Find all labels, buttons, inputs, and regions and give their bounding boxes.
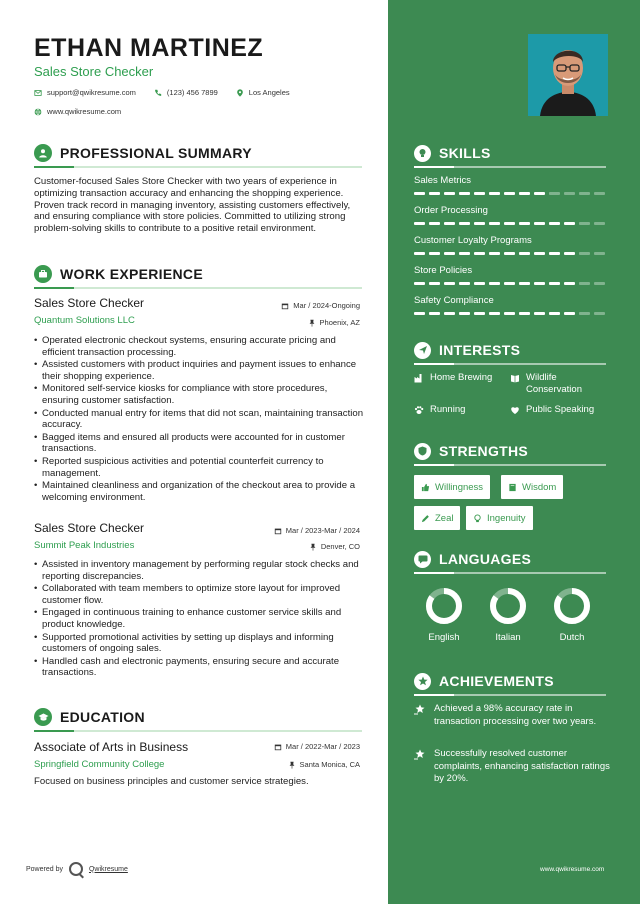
skill-dot [444, 312, 455, 315]
summary-heading [34, 142, 362, 164]
list-item: • Assisted in inventory management by performing regular stock checks and reporting discrepancies. [34, 559, 364, 582]
language-name: Dutch [559, 632, 585, 643]
experience-divider [34, 287, 362, 289]
skill-dot [519, 312, 530, 315]
skill-dot [519, 192, 530, 195]
job-1-location-text: Phoenix, AZ [319, 318, 360, 327]
job-1-location [308, 318, 360, 327]
education-date-text: Mar / 2022-Mar / 2023 [285, 742, 360, 751]
skill-item [414, 205, 608, 225]
language-name: English [428, 632, 460, 643]
skill-dot [594, 222, 605, 225]
globe-icon [34, 108, 42, 116]
skill-dot [474, 192, 485, 195]
skill-dot [444, 222, 455, 225]
skill-dot [444, 252, 455, 255]
phone-icon [154, 89, 162, 97]
skill-dot [489, 312, 500, 315]
interest-label: Home Brewing [430, 372, 493, 383]
profile-photo [528, 34, 608, 116]
skill-level-bar [414, 252, 608, 255]
achievements-divider [414, 694, 606, 696]
language-ring [488, 586, 528, 626]
person-icon [34, 144, 52, 162]
list-item: • Handled cash and electronic payments, ensuring secure and accurate transactions. [34, 656, 364, 679]
skill-dot [549, 282, 560, 285]
email-text: support@qwikresume.com [47, 88, 136, 97]
skill-item [414, 235, 608, 255]
location-pin-icon [236, 89, 244, 97]
shield-icon [414, 443, 431, 460]
heart-icon [510, 405, 520, 415]
education-divider [34, 730, 362, 732]
skill-dot [519, 282, 530, 285]
skill-item [414, 265, 608, 285]
skill-dot [564, 192, 575, 195]
email-icon [34, 89, 42, 97]
skill-dot [519, 222, 530, 225]
languages-heading-label: LANGUAGES [439, 551, 532, 567]
job-1-bullets [34, 335, 364, 504]
trophy-star-icon [414, 749, 426, 760]
qwikresume-logo-icon [69, 862, 83, 876]
skill-level-bar [414, 312, 608, 315]
factory-icon [414, 373, 424, 383]
skills-heading-label: SKILLS [439, 145, 491, 161]
contact-email[interactable] [34, 88, 136, 97]
achievements-heading-label: ACHIEVEMENTS [439, 673, 554, 689]
skill-dot [414, 312, 425, 315]
powered-by-label: Powered by [26, 865, 63, 873]
skill-dot [474, 252, 485, 255]
job-2-date-text: Mar / 2023-Mar / 2024 [285, 526, 360, 535]
list-item: • Conducted manual entry for items that did not scan, maintaining transaction accuracy. [34, 408, 364, 431]
skill-dot [459, 252, 470, 255]
skills-divider [414, 166, 606, 168]
skill-dot [429, 312, 440, 315]
skill-dot [534, 252, 545, 255]
job-2-title: Sales Store Checker [34, 521, 145, 535]
lightbulb-icon [473, 514, 482, 523]
school-name: Springfield Community College [34, 759, 165, 770]
job-2-company: Summit Peak Industries [34, 540, 135, 551]
achievement-item [414, 703, 610, 728]
skill-dot [489, 282, 500, 285]
skill-dot [414, 252, 425, 255]
skill-dot [549, 252, 560, 255]
skill-dot [489, 192, 500, 195]
skill-dot [519, 252, 530, 255]
contact-location [236, 88, 290, 97]
skill-dot [444, 282, 455, 285]
education-location [288, 760, 360, 769]
experience-heading [34, 263, 362, 285]
skill-dot [534, 312, 545, 315]
interest-home-brewing [414, 372, 492, 384]
strength-label: Wisdom [522, 481, 557, 493]
interests-heading [414, 339, 608, 361]
skill-dot [459, 192, 470, 195]
strength-chip [414, 475, 490, 499]
pencil-icon [421, 514, 430, 523]
skill-dot [564, 312, 575, 315]
skill-item [414, 295, 608, 315]
summary-heading-label: PROFESSIONAL SUMMARY [60, 145, 252, 161]
skill-dot [429, 192, 440, 195]
language-item [542, 586, 602, 643]
job-1-title: Sales Store Checker [34, 296, 145, 310]
website-row [34, 107, 133, 116]
star-icon [414, 673, 431, 690]
paw-icon [414, 405, 424, 415]
book-icon [508, 483, 517, 492]
skill-dot [474, 222, 485, 225]
skill-dot [579, 252, 590, 255]
skill-dot [594, 312, 605, 315]
skill-name: Customer Loyalty Programs [414, 235, 532, 246]
job-2-location [309, 542, 360, 551]
pushpin-icon [309, 543, 317, 551]
skill-name: Safety Compliance [414, 295, 494, 306]
language-ring [552, 586, 592, 626]
list-item: • Monitored self-service kiosks for compliance with store procedures, ensuring customer satisfaction. [34, 383, 364, 406]
book-icon [510, 373, 520, 383]
candidate-title: Sales Store Checker [34, 64, 154, 79]
interest-running [414, 404, 465, 416]
interest-wildlife [510, 372, 600, 396]
thumbs-up-icon [421, 483, 430, 492]
list-item: • Reported suspicious activities and potential counterfeit currency to management. [34, 456, 364, 479]
degree-title: Associate of Arts in Business [34, 740, 189, 754]
experience-heading-label: WORK EXPERIENCE [60, 266, 203, 282]
skill-level-bar [414, 192, 608, 195]
job-2-location-text: Denver, CO [320, 542, 360, 551]
interests-divider [414, 363, 606, 365]
skill-dot [474, 312, 485, 315]
sidebar [388, 0, 640, 904]
skill-item [414, 175, 608, 195]
summary-text: Customer-focused Sales Store Checker with two years of experience in optimizing transaction accuracy and enhancing the shopping experience. Proven track record in managing inventory, assisting customers effectively, and ensuring compliance with store policies. Committed to utilizing strong problem-solving skills to contribute to a positive retail environment. [34, 176, 351, 235]
strength-chip [414, 506, 460, 530]
briefcase-icon [34, 265, 52, 283]
education-date [274, 742, 360, 751]
education-heading [34, 706, 362, 728]
lightbulb-icon [414, 145, 431, 162]
job-1-date [281, 301, 360, 310]
skill-dot [594, 282, 605, 285]
candidate-name: ETHAN MARTINEZ [34, 34, 264, 62]
job-2-date [274, 526, 360, 535]
skill-dot [474, 282, 485, 285]
chat-icon [414, 551, 431, 568]
brand-name[interactable]: Qwikresume [88, 865, 128, 873]
education-location-text: Santa Monica, CA [299, 760, 360, 769]
strengths-divider [414, 464, 606, 466]
list-item: • Engaged in continuous training to enhance customer service skills and product knowledge. [34, 607, 364, 630]
powered-by [26, 862, 128, 876]
skill-dot [564, 282, 575, 285]
skill-dot [594, 192, 605, 195]
skill-dot [534, 192, 545, 195]
strength-label: Willingness [435, 481, 484, 493]
skills-heading [414, 142, 608, 164]
language-item [478, 586, 538, 643]
list-item: • Supported promotional activities by setting up displays and informing customers of ongoing sales. [34, 632, 364, 655]
list-item: • Collaborated with team members to optimize store layout for improved customer flow. [34, 583, 364, 606]
skill-dot [534, 282, 545, 285]
calendar-icon [281, 302, 289, 310]
graduation-cap-icon [34, 708, 52, 726]
interest-public-speaking [510, 404, 594, 416]
language-item [414, 586, 474, 643]
skill-dot [429, 282, 440, 285]
skill-dot [504, 282, 515, 285]
skill-dot [414, 192, 425, 195]
strength-label: Ingenuity [487, 512, 526, 524]
skill-dot [549, 192, 560, 195]
list-item: • Maintained cleanliness and organization of the checkout area to provide a welcoming environment. [34, 480, 364, 503]
skill-dot [579, 312, 590, 315]
skill-dot [549, 312, 560, 315]
achievement-text: Achieved a 98% accuracy rate in transaction processing over two years. [434, 703, 597, 727]
strength-label: Zeal [435, 512, 454, 524]
skill-dot [489, 222, 500, 225]
footer-site[interactable]: www.qwikresume.com [540, 866, 605, 873]
skill-dot [564, 252, 575, 255]
education-heading-label: EDUCATION [60, 709, 145, 725]
languages-divider [414, 572, 606, 574]
skill-dot [594, 252, 605, 255]
trophy-star-icon [414, 704, 426, 715]
paper-plane-icon [414, 342, 431, 359]
skill-dot [414, 282, 425, 285]
skill-dot [459, 282, 470, 285]
achievements-heading [414, 670, 608, 692]
skill-dot [414, 222, 425, 225]
interest-label: Wildlife Conservation [526, 372, 582, 395]
skill-dot [429, 222, 440, 225]
skill-level-bar [414, 282, 608, 285]
skill-dot [579, 222, 590, 225]
strengths-heading-label: STRENGTHS [439, 443, 529, 459]
strength-chip [501, 475, 563, 499]
skill-dot [564, 222, 575, 225]
skill-dot [504, 252, 515, 255]
skill-dot [549, 222, 560, 225]
website-text: www.qwikresume.com [47, 107, 122, 116]
contact-website[interactable] [34, 107, 121, 116]
location-text: Los Angeles [248, 88, 290, 97]
skill-dot [579, 192, 590, 195]
language-ring [424, 586, 464, 626]
calendar-icon [274, 743, 282, 751]
skill-name: Sales Metrics [414, 175, 472, 186]
skill-dot [504, 192, 515, 195]
achievement-text: Successfully resolved customer complaints, enhancing satisfaction ratings by 20%. [434, 748, 610, 785]
job-1-company: Quantum Solutions LLC [34, 315, 135, 326]
interest-label: Running [430, 404, 466, 415]
calendar-icon [274, 527, 282, 535]
skill-dot [429, 252, 440, 255]
phone-text: (123) 456 7899 [166, 88, 218, 97]
summary-divider [34, 166, 362, 168]
skill-dot [579, 282, 590, 285]
pushpin-icon [308, 319, 316, 327]
strength-chip [466, 506, 533, 530]
contact-phone[interactable] [154, 88, 218, 97]
skill-dot [489, 252, 500, 255]
list-item: • Operated electronic checkout systems, ensuring accurate pricing and efficient transaction processing. [34, 335, 364, 358]
languages-heading [414, 548, 608, 570]
interests-heading-label: INTERESTS [439, 342, 521, 358]
list-item: • Bagged items and ensured all products were accounted for in customer transactions. [34, 432, 364, 455]
skill-dot [534, 222, 545, 225]
education-description: Focused on business principles and customer service strategies. [34, 776, 309, 787]
skill-name: Store Policies [414, 265, 473, 276]
skill-dot [459, 312, 470, 315]
achievement-item [414, 748, 610, 786]
language-name: Italian [495, 632, 521, 643]
strengths-heading [414, 440, 608, 462]
list-item: • Assisted customers with product inquiries and payment issues to enhance their shopping experience. [34, 359, 364, 382]
interest-label: Public Speaking [526, 404, 595, 415]
skill-name: Order Processing [414, 205, 488, 216]
skill-dot [459, 222, 470, 225]
skill-dot [504, 222, 515, 225]
skill-dot [504, 312, 515, 315]
job-1-date-text: Mar / 2024-Ongoing [293, 301, 360, 310]
pushpin-icon [288, 761, 296, 769]
contact-row [34, 88, 302, 97]
skill-level-bar [414, 222, 608, 225]
job-2-bullets [34, 559, 364, 680]
skill-dot [444, 192, 455, 195]
